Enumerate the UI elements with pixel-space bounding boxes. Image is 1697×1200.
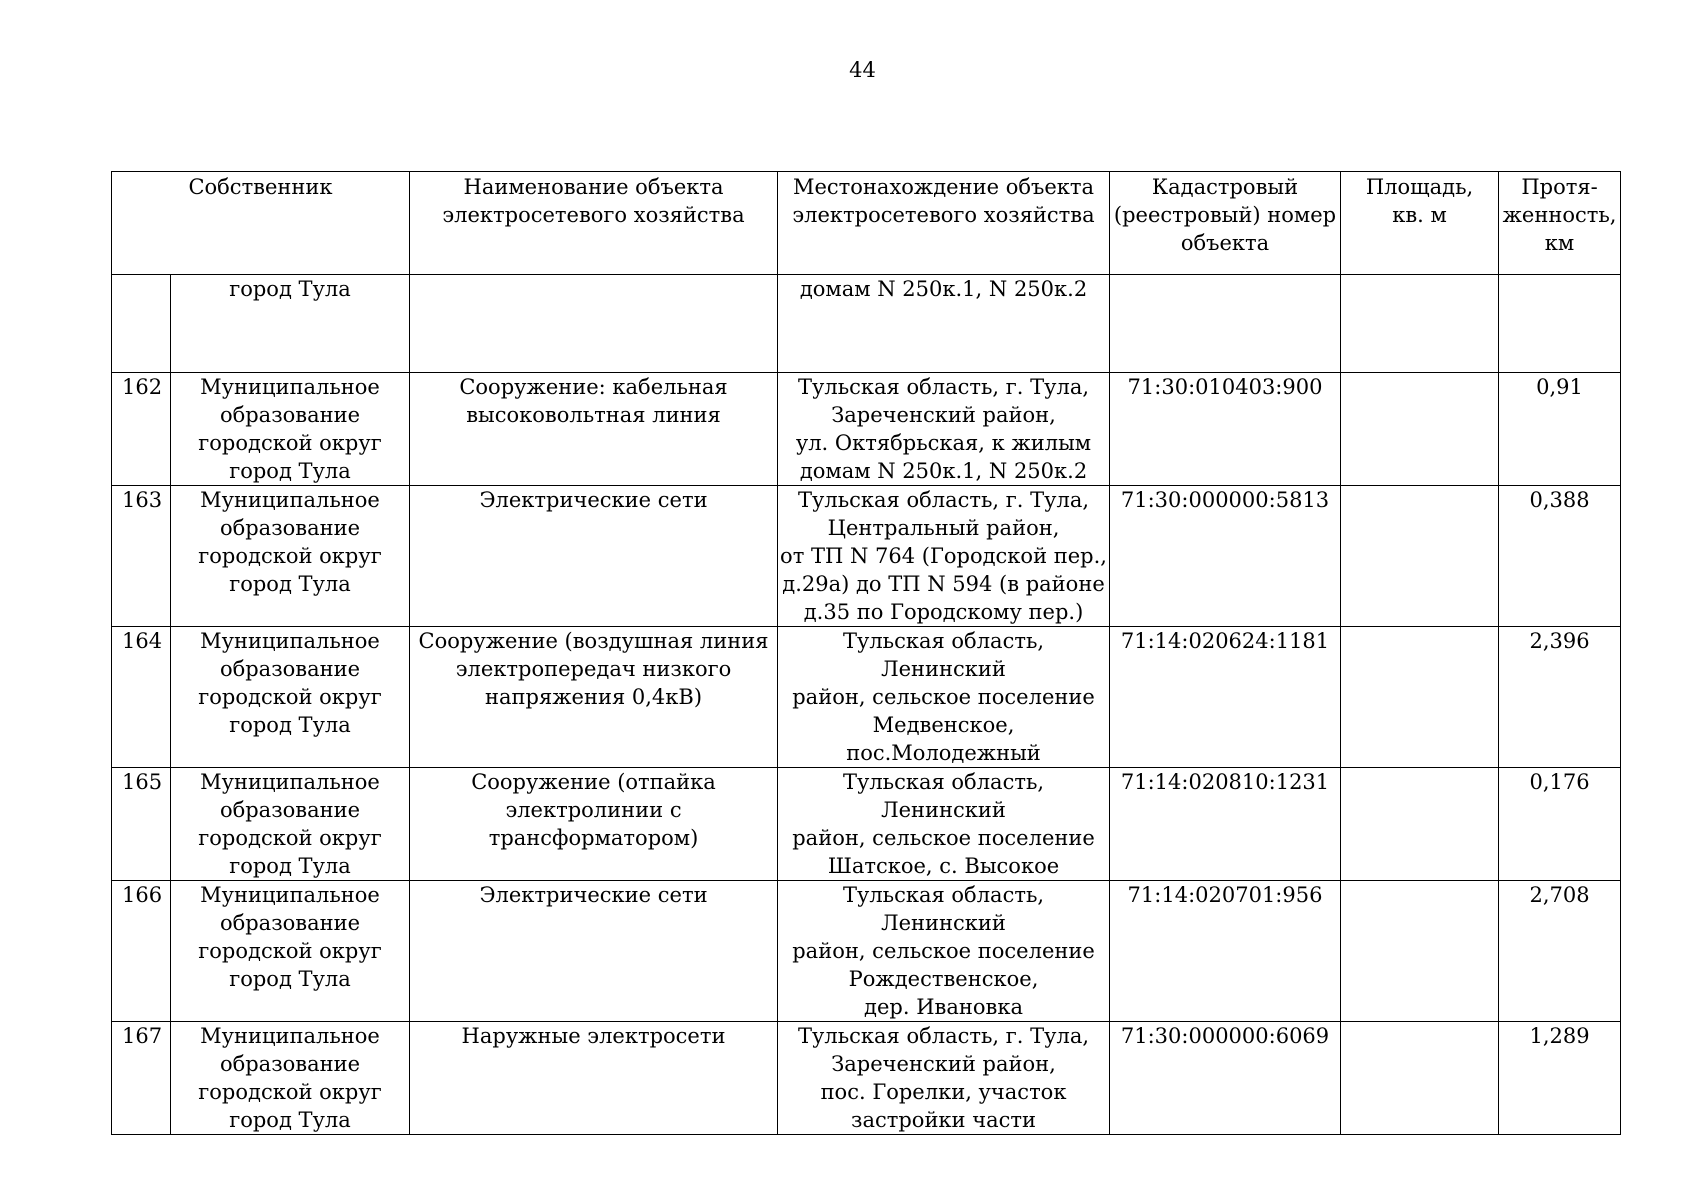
cell-owner: Муниципальное образование городской округ город Тула	[171, 373, 410, 486]
cell-cadastral: 71:30:000000:5813	[1110, 486, 1341, 627]
cell-length: 0,176	[1499, 768, 1621, 881]
cell-number	[112, 275, 171, 373]
cell-location: домам N 250к.1, N 250к.2	[778, 275, 1110, 373]
header-object-name: Наименование объекта электросетевого хозяйства	[410, 172, 778, 275]
cell-cadastral	[1110, 275, 1341, 373]
cell-owner: Муниципальное образование городской округ город Тула	[171, 1022, 410, 1135]
cell-owner: Муниципальное образование городской округ город Тула	[171, 627, 410, 768]
cell-area	[1341, 768, 1499, 881]
cell-length: 2,708	[1499, 881, 1621, 1022]
cell-object-name: Сооружение (воздушная линия электропередач низкого напряжения 0,4кВ)	[410, 627, 778, 768]
cell-object-name: Электрические сети	[410, 486, 778, 627]
cell-number: 163	[112, 486, 171, 627]
cell-location: Тульская область, г. Тула, Зареченский район, ул. Октябрьская, к жилым домам N 250к.1, N 250к.2	[778, 373, 1110, 486]
cell-number: 164	[112, 627, 171, 768]
cell-owner: Муниципальное образование городской округ город Тула	[171, 768, 410, 881]
header-length: Протя- женность, км	[1499, 172, 1621, 275]
cell-cadastral: 71:30:010403:900	[1110, 373, 1341, 486]
cell-length: 1,289	[1499, 1022, 1621, 1135]
table-row	[112, 373, 1621, 486]
header-object-location: Местонахождение объекта электросетевого хозяйства	[778, 172, 1110, 275]
table-row	[112, 768, 1621, 881]
cell-number: 162	[112, 373, 171, 486]
cell-number: 165	[112, 768, 171, 881]
cell-cadastral: 71:14:020624:1181	[1110, 627, 1341, 768]
header-area: Площадь, кв. м	[1341, 172, 1499, 275]
header-row	[112, 172, 1621, 275]
cell-cadastral: 71:14:020701:956	[1110, 881, 1341, 1022]
cell-owner: Муниципальное образование городской округ город Тула	[171, 486, 410, 627]
table-row	[112, 486, 1621, 627]
cell-cadastral: 71:30:000000:6069	[1110, 1022, 1341, 1135]
cell-cadastral: 71:14:020810:1231	[1110, 768, 1341, 881]
cell-owner: город Тула	[171, 275, 410, 373]
cell-object-name: Сооружение (отпайка электролинии с трансформатором)	[410, 768, 778, 881]
cell-number: 167	[112, 1022, 171, 1135]
cell-area	[1341, 1022, 1499, 1135]
header-owner: Собственник	[112, 172, 410, 275]
cell-location: Тульская область, Ленинский район, сельское поселение Рождественское, дер. Ивановка	[778, 881, 1110, 1022]
continuation-row	[112, 275, 1621, 373]
cell-length: 0,91	[1499, 373, 1621, 486]
table-row	[112, 627, 1621, 768]
cell-length: 2,396	[1499, 627, 1621, 768]
electric-grid-registry-table	[111, 171, 1621, 1135]
cell-length: 0,388	[1499, 486, 1621, 627]
page-number: 44	[849, 58, 876, 82]
cell-location: Тульская область, Ленинский район, сельское поселение Медвенское, пос.Молодежный	[778, 627, 1110, 768]
header-cadastral-number: Кадастровый (реестровый) номер объекта	[1110, 172, 1341, 275]
cell-object-name: Наружные электросети	[410, 1022, 778, 1135]
cell-length	[1499, 275, 1621, 373]
cell-area	[1341, 275, 1499, 373]
cell-area	[1341, 486, 1499, 627]
cell-area	[1341, 627, 1499, 768]
cell-object-name: Сооружение: кабельная высоковольтная линия	[410, 373, 778, 486]
cell-number: 166	[112, 881, 171, 1022]
cell-location: Тульская область, г. Тула, Зареченский район, пос. Горелки, участок застройки части	[778, 1022, 1110, 1135]
table-row	[112, 881, 1621, 1022]
cell-owner: Муниципальное образование городской округ город Тула	[171, 881, 410, 1022]
cell-area	[1341, 373, 1499, 486]
cell-object-name: Электрические сети	[410, 881, 778, 1022]
table-row	[112, 1022, 1621, 1135]
cell-location: Тульская область, г. Тула, Центральный район, от ТП N 764 (Городской пер., д.29а) до ТП N 594 (в районе д.35 по Городскому пер.)	[778, 486, 1110, 627]
cell-location: Тульская область, Ленинский район, сельское поселение Шатское, с. Высокое	[778, 768, 1110, 881]
cell-area	[1341, 881, 1499, 1022]
cell-object-name	[410, 275, 778, 373]
